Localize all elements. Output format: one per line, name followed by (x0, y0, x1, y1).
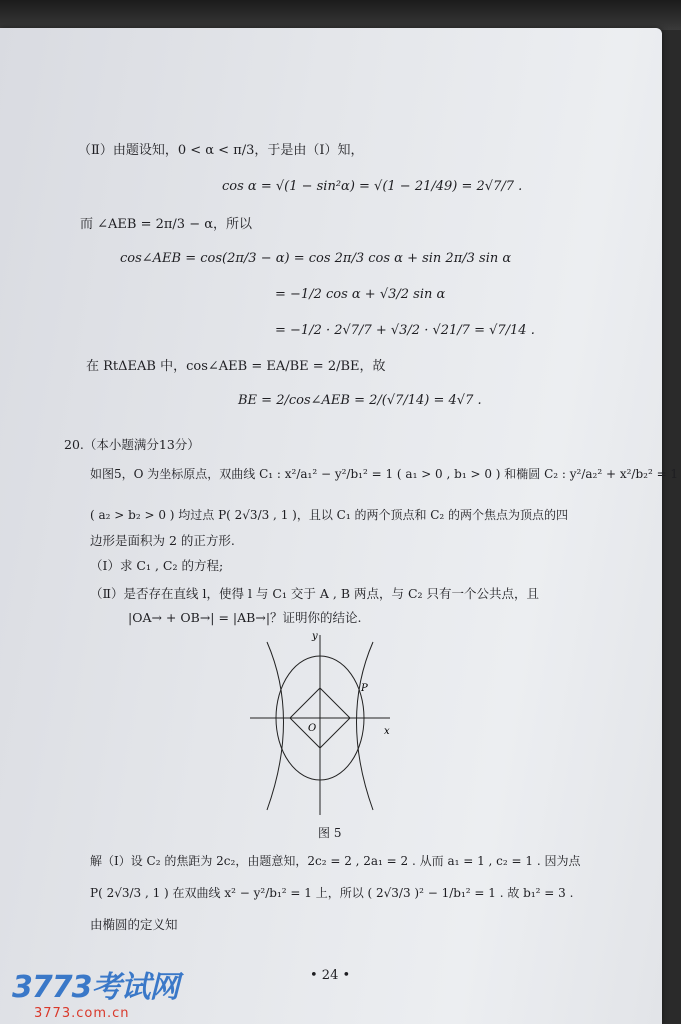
watermark-logo (12, 962, 179, 1021)
cos-alpha-equation: cos α = √(1 − sin²α) = √(1 − 21/49) = 2√7/7 . (222, 179, 523, 194)
hyperbola-right-branch (357, 642, 374, 810)
watermark-url: 3773.com.cn (34, 1006, 130, 1021)
question-20-title: 20.（本小题满分13分） (64, 437, 200, 452)
origin-label: O (308, 723, 317, 734)
point-p-label: P (361, 683, 368, 694)
question-20-text-line1: 如图5，O 为坐标原点，双曲线 C₁ : x²/a₁² − y²/b₁² = 1 ( a₁ > 0 , b₁ > 0 ) 和椭圆 C₂ : y²/a₂² + x²/b₂² = 1 (90, 467, 679, 481)
page-number: • 24 • (310, 968, 351, 983)
question-20-part2: （Ⅱ）是否存在直线 l，使得 l 与 C₁ 交于 A , B 两点，与 C₂ 只有一个公共点，且 (90, 586, 540, 601)
solution-line3: 由椭圆的定义知 (90, 917, 178, 932)
hyperbola-left-branch (267, 642, 284, 810)
angle-aeb-line: 而 ∠AEB = 2π/3 − α，所以 (80, 217, 253, 232)
question-20-part1: （Ⅰ）求 C₁ , C₂ 的方程; (90, 558, 224, 573)
solution-line2: P( 2√3/3 , 1 ) 在双曲线 x² − y²/b₁² = 1 上，所以 ( 2√3/3 )² − 1/b₁² = 1 . 故 b₁² = 3 . (90, 886, 574, 900)
watermark-brand: 3773考试网 (12, 970, 179, 1005)
cos-aeb-step2: = −1/2 cos α + √3/2 sin α (275, 287, 446, 302)
x-axis-label: x (384, 726, 390, 737)
part2-intro: （Ⅱ）由题设知，0 < α < π/3，于是由（Ⅰ）知， (78, 143, 364, 158)
rt-triangle-line: 在 RtΔEAB 中，cos∠AEB = EA/BE = 2/BE，故 (86, 359, 386, 374)
solution-line1: 解（Ⅰ）设 C₂ 的焦距为 2c₂，由题意知，2c₂ = 2 , 2a₁ = 2 . 从而 a₁ = 1 , c₂ = 1 . 因为点 (90, 854, 581, 868)
y-axis-label: y (312, 631, 318, 642)
question-20-text-line3: 边形是面积为 2 的正方形. (90, 533, 235, 548)
question-20-text-line2: ( a₂ > b₂ > 0 ) 均过点 P( 2√3/3 , 1 )，且以 C₁ 的两个顶点和 C₂ 的两个焦点为顶点的四 (90, 508, 569, 522)
be-equation: BE = 2/cos∠AEB = 2/(√7/14) = 4√7 . (238, 393, 482, 408)
figure-caption: 图 5 (318, 826, 342, 840)
cos-aeb-step3: = −1/2 · 2√7/7 + √3/2 · √21/7 = √7/14 . (275, 323, 535, 338)
cos-aeb-step1: cos∠AEB = cos(2π/3 − α) = cos 2π/3 cos α + sin 2π/3 sin α (120, 251, 512, 266)
dark-background (0, 0, 681, 30)
figure-5-diagram (250, 630, 410, 820)
question-20-part2-vector: |OA→ + OB→| = |AB→|？证明你的结论. (128, 610, 362, 625)
